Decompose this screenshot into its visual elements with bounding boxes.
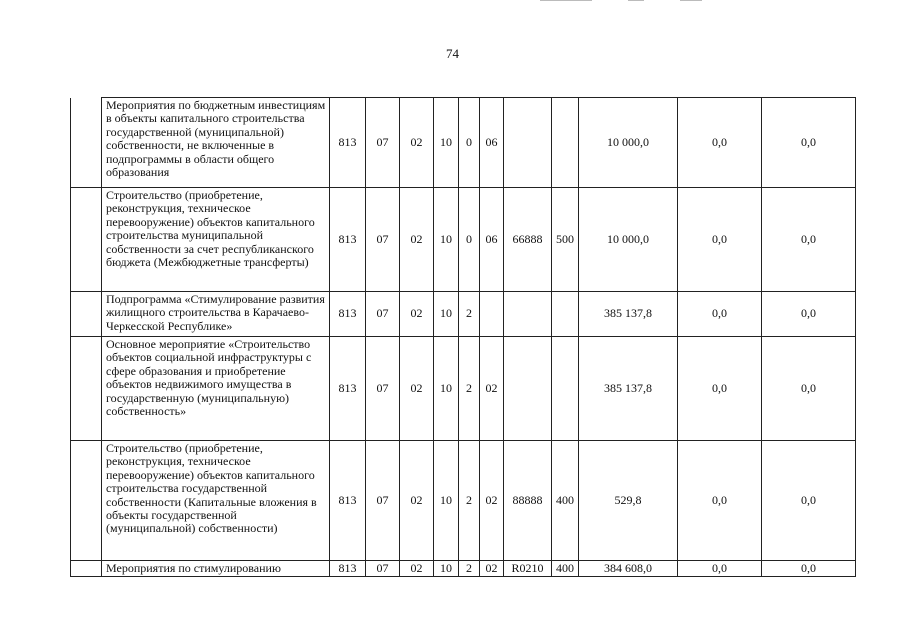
table-row [71, 98, 856, 188]
program-code: 10 [434, 188, 459, 292]
scan-mark [680, 0, 702, 1]
sum-year-2: 0,0 [678, 441, 762, 561]
subsection-code: 02 [400, 188, 434, 292]
sum-year-1: 384 608,0 [579, 561, 678, 577]
sum-year-2: 0,0 [678, 561, 762, 577]
empty-cell [71, 98, 102, 188]
row-name: Мероприятия по бюджетным инвестициям в объекты капитального строительства государственной (муниципальной) собственности, не включенные в подпрограммы в области общего образования [102, 98, 330, 188]
empty-cell [71, 188, 102, 292]
direction-code: R0210 [504, 561, 552, 577]
sum-year-2: 0,0 [678, 188, 762, 292]
sum-year-3: 0,0 [762, 441, 856, 561]
section-code: 07 [366, 188, 400, 292]
program-code: 10 [434, 561, 459, 577]
direction-code [504, 98, 552, 188]
expense-type-code: 400 [552, 561, 579, 577]
empty-cell [71, 292, 102, 337]
subprogram-code: 0 [459, 188, 480, 292]
table-row [71, 292, 856, 337]
sum-year-3: 0,0 [762, 188, 856, 292]
subprogram-code: 2 [459, 292, 480, 337]
sum-year-1: 385 137,8 [579, 337, 678, 441]
subsection-code: 02 [400, 561, 434, 577]
sum-year-3: 0,0 [762, 292, 856, 337]
sum-year-1: 10 000,0 [579, 188, 678, 292]
empty-cell [71, 441, 102, 561]
ministry-code: 813 [330, 337, 366, 441]
program-code: 10 [434, 337, 459, 441]
subsection-code: 02 [400, 98, 434, 188]
ministry-code: 813 [330, 292, 366, 337]
program-code: 10 [434, 441, 459, 561]
subsection-code: 02 [400, 441, 434, 561]
event-code [480, 292, 504, 337]
sum-year-1: 385 137,8 [579, 292, 678, 337]
ministry-code: 813 [330, 441, 366, 561]
direction-code [504, 292, 552, 337]
expense-type-code: 500 [552, 188, 579, 292]
table-row [71, 188, 856, 292]
ministry-code: 813 [330, 98, 366, 188]
sum-year-3: 0,0 [762, 337, 856, 441]
subsection-code: 02 [400, 337, 434, 441]
event-code: 02 [480, 441, 504, 561]
subsection-code: 02 [400, 292, 434, 337]
sum-year-3: 0,0 [762, 561, 856, 577]
row-name: Мероприятия по стимулированию [102, 561, 330, 577]
program-code: 10 [434, 292, 459, 337]
event-code: 02 [480, 337, 504, 441]
expense-type-code: 400 [552, 441, 579, 561]
expense-type-code [552, 292, 579, 337]
subprogram-code: 2 [459, 441, 480, 561]
direction-code: 88888 [504, 441, 552, 561]
sum-year-1: 529,8 [579, 441, 678, 561]
section-code: 07 [366, 561, 400, 577]
sum-year-1: 10 000,0 [579, 98, 678, 188]
budget-table [70, 97, 856, 577]
table-row [71, 337, 856, 441]
section-code: 07 [366, 337, 400, 441]
empty-cell [71, 561, 102, 577]
direction-code: 66888 [504, 188, 552, 292]
table-row [71, 441, 856, 561]
expense-type-code [552, 337, 579, 441]
table-row [71, 561, 856, 577]
row-name: Подпрограмма «Стимулирование развития жилищного строительства в Карачаево-Черкесской Республике» [102, 292, 330, 337]
event-code: 06 [480, 98, 504, 188]
event-code: 06 [480, 188, 504, 292]
scan-mark [540, 0, 592, 1]
page-number: 74 [446, 46, 459, 61]
row-name: Строительство (приобретение, реконструкция, техническое перевооружение) объектов капитального строительства государственной собственности (Капитальные вложения в объекты государственной (муниципальной) собственности) [102, 441, 330, 561]
sum-year-2: 0,0 [678, 337, 762, 441]
row-name: Основное мероприятие «Строительство объектов социальной инфраструктуры с сфере образования и приобретение объектов недвижимого имущества в государственную (муниципальную) собственность» [102, 337, 330, 441]
subprogram-code: 0 [459, 98, 480, 188]
ministry-code: 813 [330, 188, 366, 292]
subprogram-code: 2 [459, 561, 480, 577]
program-code: 10 [434, 98, 459, 188]
section-code: 07 [366, 98, 400, 188]
section-code: 07 [366, 292, 400, 337]
sum-year-2: 0,0 [678, 292, 762, 337]
expense-type-code [552, 98, 579, 188]
direction-code [504, 337, 552, 441]
empty-cell [71, 337, 102, 441]
row-name: Строительство (приобретение, реконструкция, техническое перевооружение) объектов капитального строительства муниципальной собственности за счет республиканского бюджета (Межбюджетные трансферты) [102, 188, 330, 292]
ministry-code: 813 [330, 561, 366, 577]
event-code: 02 [480, 561, 504, 577]
section-code: 07 [366, 441, 400, 561]
sum-year-2: 0,0 [678, 98, 762, 188]
sum-year-3: 0,0 [762, 98, 856, 188]
subprogram-code: 2 [459, 337, 480, 441]
scan-mark [628, 0, 644, 1]
